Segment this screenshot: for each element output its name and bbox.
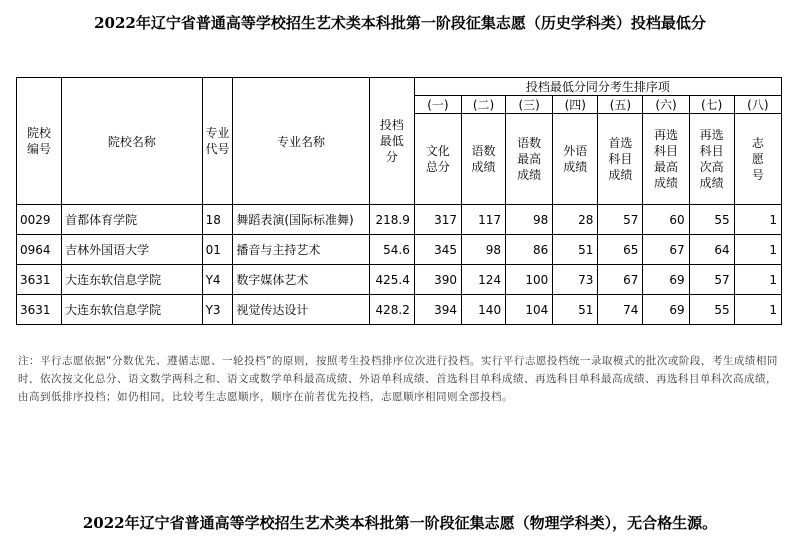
cell-value: 51 — [553, 235, 598, 265]
cell-school-code: 0029 — [17, 205, 62, 235]
cell-value: 124 — [461, 265, 505, 295]
sub-label: 语数 最高 成绩 — [506, 114, 553, 205]
cell-value: 98 — [506, 205, 553, 235]
cell-value: 104 — [506, 295, 553, 325]
cell-major-code: 18 — [202, 205, 233, 235]
cell-value: 394 — [414, 295, 461, 325]
cell-major-name: 视觉传达设计 — [233, 295, 369, 325]
cell-school-code: 0964 — [17, 235, 62, 265]
cell-value: 60 — [643, 205, 689, 235]
cell-value: 140 — [461, 295, 505, 325]
cell-value: 74 — [598, 295, 643, 325]
sub-num: (二) — [461, 96, 505, 114]
cell-value: 1 — [734, 265, 781, 295]
header-min-score: 投档 最低 分 — [369, 78, 414, 205]
page-title: 2022年辽宁省普通高等学校招生艺术类本科批第一阶段征集志愿（历史学科类）投档最低分 — [94, 14, 706, 32]
cell-value: 51 — [553, 295, 598, 325]
cell-min-score: 54.6 — [369, 235, 414, 265]
cell-value: 55 — [689, 295, 734, 325]
sub-label: 志 愿 号 — [734, 114, 781, 205]
header-major-code: 专业 代号 — [202, 78, 233, 205]
cell-value: 69 — [643, 295, 689, 325]
sub-num: (三) — [506, 96, 553, 114]
cell-value: 98 — [461, 235, 505, 265]
sub-label: 文化 总分 — [414, 114, 461, 205]
sub-num: (七) — [689, 96, 734, 114]
header-major-name: 专业名称 — [233, 78, 369, 205]
bottom-title: 2022年辽宁省普通高等学校招生艺术类本科批第一阶段征集志愿（物理学科类），无合格生源。 — [82, 514, 718, 532]
sub-label: 首选 科目 成绩 — [598, 114, 643, 205]
cell-value: 117 — [461, 205, 505, 235]
cell-value: 73 — [553, 265, 598, 295]
cell-value: 67 — [643, 235, 689, 265]
header-school-code: 院校 编号 — [17, 78, 62, 205]
footnote: 注：平行志愿依据“分数优先、遵循志愿、一轮投档”的原则，按照考生投档排序位次进行投档。实行平行志愿投档统一录取模式的批次或阶段，考生成绩相同时，依次按文化总分、语文数学两科之和、语文或数学单科最高成绩、外语单科成绩、首选科目单科成绩、再选科目单科最高成绩、再选科目单科次高成绩，由高到低排序投档；如仍相同，比较考生志愿顺序，顺序在前者优先投档，志愿顺序相同则全部投档。 — [18, 355, 778, 403]
score-table — [16, 77, 782, 325]
cell-value: 1 — [734, 235, 781, 265]
cell-value: 1 — [734, 205, 781, 235]
cell-value: 317 — [414, 205, 461, 235]
sub-num: (一) — [414, 96, 461, 114]
cell-school-name: 大连东软信息学院 — [62, 265, 202, 295]
sub-label: 再选 科目 次高 成绩 — [689, 114, 734, 205]
header-group: 投档最低分同分考生排序项 — [414, 78, 781, 96]
table-row — [17, 235, 782, 265]
cell-school-code: 3631 — [17, 295, 62, 325]
cell-school-code: 3631 — [17, 265, 62, 295]
sub-label: 外语 成绩 — [553, 114, 598, 205]
cell-value: 57 — [689, 265, 734, 295]
sub-num: (四) — [553, 96, 598, 114]
header-row-1 — [17, 78, 782, 96]
header-school-name: 院校名称 — [62, 78, 202, 205]
cell-major-name: 播音与主持艺术 — [233, 235, 369, 265]
cell-value: 28 — [553, 205, 598, 235]
cell-value: 390 — [414, 265, 461, 295]
table-row — [17, 205, 782, 235]
cell-major-name: 数字媒体艺术 — [233, 265, 369, 295]
cell-value: 65 — [598, 235, 643, 265]
sub-num: (五) — [598, 96, 643, 114]
cell-value: 55 — [689, 205, 734, 235]
cell-min-score: 428.2 — [369, 295, 414, 325]
cell-min-score: 218.9 — [369, 205, 414, 235]
table-row — [17, 295, 782, 325]
sub-label: 再选 科目 最高 成绩 — [643, 114, 689, 205]
cell-major-code: 01 — [202, 235, 233, 265]
table-row — [17, 265, 782, 295]
cell-value: 1 — [734, 295, 781, 325]
sub-num: (六) — [643, 96, 689, 114]
sub-num: (八) — [734, 96, 781, 114]
cell-value: 64 — [689, 235, 734, 265]
cell-value: 57 — [598, 205, 643, 235]
cell-major-code: Y3 — [202, 295, 233, 325]
cell-min-score: 425.4 — [369, 265, 414, 295]
cell-value: 67 — [598, 265, 643, 295]
cell-value: 69 — [643, 265, 689, 295]
cell-school-name: 大连东软信息学院 — [62, 295, 202, 325]
cell-value: 345 — [414, 235, 461, 265]
cell-major-name: 舞蹈表演(国际标准舞) — [233, 205, 369, 235]
cell-school-name: 吉林外国语大学 — [62, 235, 202, 265]
sub-label: 语数 成绩 — [461, 114, 505, 205]
cell-major-code: Y4 — [202, 265, 233, 295]
cell-value: 100 — [506, 265, 553, 295]
cell-school-name: 首都体育学院 — [62, 205, 202, 235]
cell-value: 86 — [506, 235, 553, 265]
